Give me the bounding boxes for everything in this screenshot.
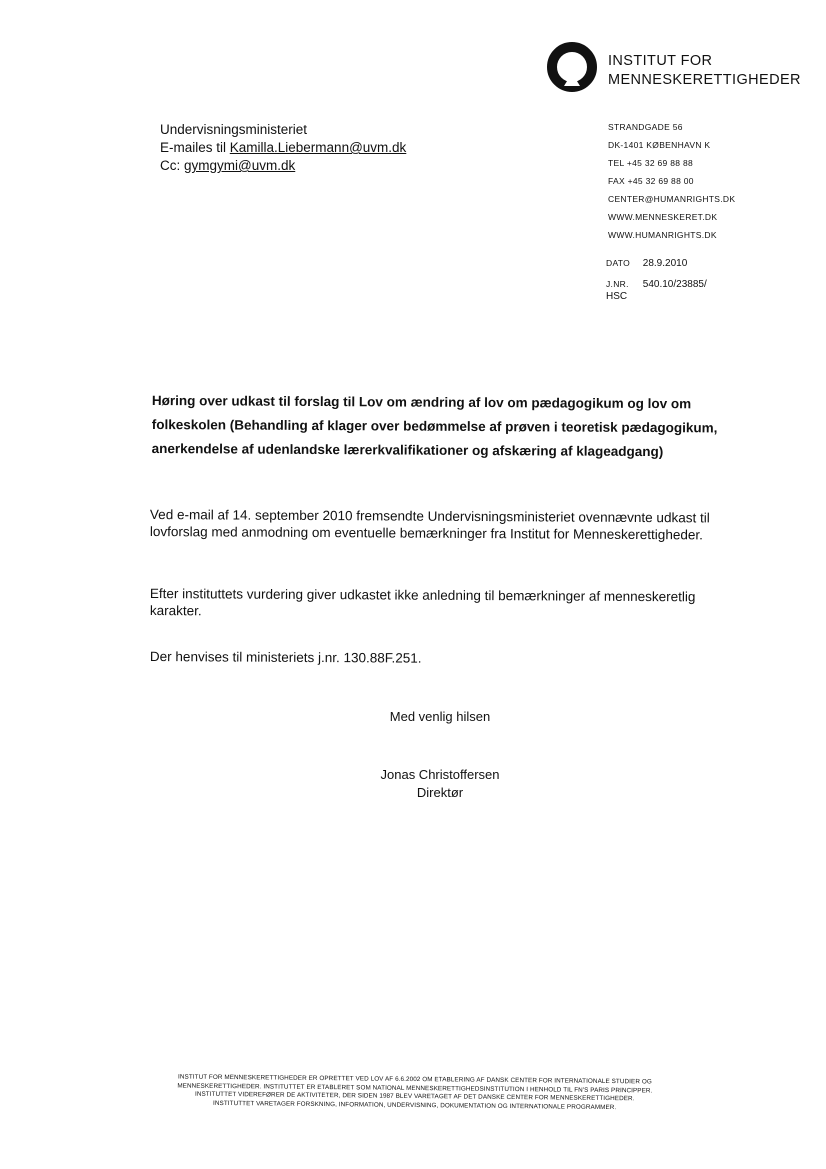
letter-meta xyxy=(606,257,707,303)
recipient-name: Undervisningsministeriet xyxy=(160,122,308,137)
contact-street: STRANDGADE 56 xyxy=(608,122,683,132)
signer-name: Jonas Christoffersen xyxy=(380,767,500,782)
footer-line-3: INSTITUTTET VIDEREFØRER DE AKTIVITETER, DER SIDEN 1987 BLEV VARETAGET AF DET DANSKE CENTER FOR MENNESKERETTIGHEDER. xyxy=(194,1091,635,1103)
recipient-cc-row xyxy=(160,157,406,175)
letter-subject: Høring over udkast til forslag til Lov om ændring af lov om pædagogikum og lov om folkeskolen (Behandling af klager over bedømmelse af prøven i teoretisk pædagogikum, anerkendelse af udenlandske lærerkvalifikationer og afskæring af klageadgang) xyxy=(151,392,718,460)
signature-block xyxy=(300,766,580,802)
date-value: 28.9.2010 xyxy=(642,258,688,269)
logo-line-1: INSTITUT FOR xyxy=(608,53,713,69)
contact-city: DK-1401 KØBENHAVN K xyxy=(608,140,711,150)
jnr-row xyxy=(606,278,707,291)
footer-line-1: INSTITUT FOR MENNESKERETTIGHEDER ER OPRETTET VED LOV AF 6.6.2002 OM ETABLERING AF DANSK CENTER FOR INTERNATIONALE STUDIER OG xyxy=(178,1073,652,1086)
contact-info xyxy=(608,118,735,244)
recipient-email-row xyxy=(160,139,406,157)
email-prefix: E-mailes til xyxy=(160,140,230,155)
page-footer xyxy=(150,1073,680,1113)
logo-line-2: MENNESKERETTIGHEDER xyxy=(608,72,801,88)
date-label: DATO xyxy=(606,258,631,268)
footer-line-2: MENNESKERETTIGHEDER. INSTITUTTET ER ETABLERET SOM NATIONAL MENNESKERETTIGHEDSINSTITUTION I HENHOLD TIL FN'S PARIS PRINCIPPER. xyxy=(177,1082,653,1095)
jnr-value: 540.10/23885/ xyxy=(642,279,707,290)
recipient-block xyxy=(160,121,406,175)
cc-email-link[interactable]: gymgymi@uvm.dk xyxy=(184,158,296,173)
contact-web-2: WWW.HUMANRIGHTS.DK xyxy=(608,230,717,240)
closing-greeting: Med venlig hilsen xyxy=(389,709,491,724)
institute-logo-text xyxy=(608,52,801,90)
contact-fax: FAX +45 32 69 88 00 xyxy=(608,176,694,186)
contact-web-1: WWW.MENNESKERET.DK xyxy=(608,212,718,222)
recipient-email-link[interactable]: Kamilla.Liebermann@uvm.dk xyxy=(229,140,407,155)
footer-line-4: INSTITUTTET VARETAGER FORSKNING, INFORMATION, UNDERVISNING, DOKUMENTATION OG INTERNATIONALE PROGRAMMER. xyxy=(213,1099,617,1112)
institute-logo-icon xyxy=(546,41,598,93)
jnr-label: J.NR. xyxy=(606,279,629,289)
contact-tel: TEL +45 32 69 88 88 xyxy=(608,158,694,168)
body-paragraph-3: Der henvises til ministeriets j.nr. 130.88F.251. xyxy=(149,649,422,666)
body-paragraph-2: Efter instituttets vurdering giver udkastet ikke anledning til bemærkninger af menneskeretlig karakter. xyxy=(149,586,696,619)
cc-prefix: Cc: xyxy=(160,158,185,173)
body-paragraph-1: Ved e-mail af 14. september 2010 fremsendte Undervisningsministeriet ovennævnte udkast til lovforslag med anmodning om eventuelle bemærkninger fra Institut for Menneskerettigheder. xyxy=(149,506,710,543)
contact-email: CENTER@HUMANRIGHTS.DK xyxy=(608,194,736,204)
signer-title: Direktør xyxy=(416,785,464,800)
initials: HSC xyxy=(606,291,628,302)
date-row xyxy=(606,257,707,270)
